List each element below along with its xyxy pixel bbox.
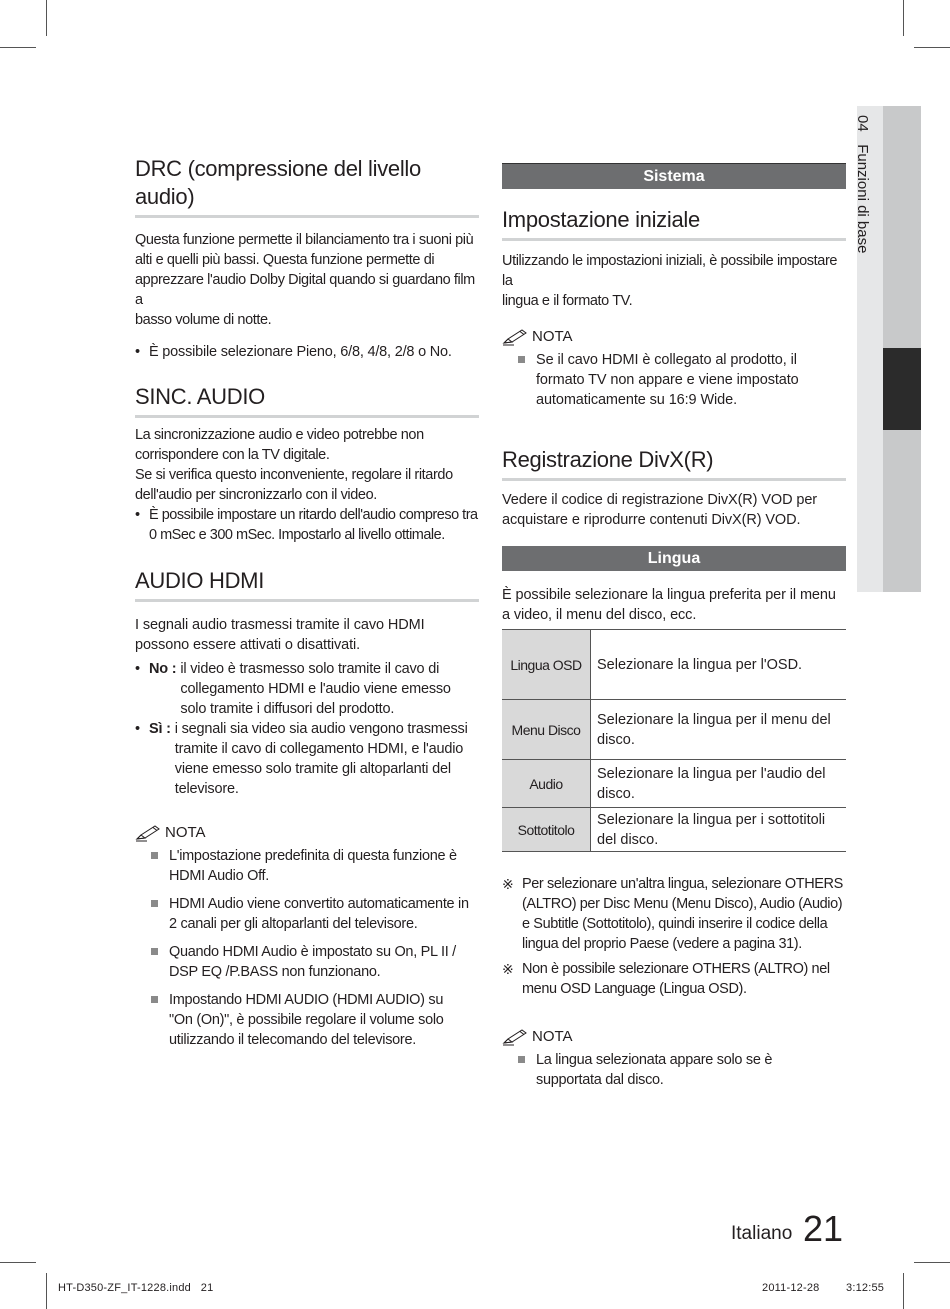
table-value: Selezionare la lingua per i sottotitoli del disco. <box>591 808 847 852</box>
impostazione-note-item: Se il cavo HDMI è collegato al prodotto, il formato TV non appare e viene impostato automaticamente su 16:9 Wide. <box>502 350 846 410</box>
drc-paragraph: Questa funzione permette il bilanciamento tra i suoni più alti e quelli più bassi. Questa funzione permette di apprezzare l'audio Dolby Digital quando si guardano film a basso volume di notte. <box>135 232 475 328</box>
lingua-nota-header <box>502 1027 846 1047</box>
crop-mark <box>903 0 904 36</box>
impostazione-nota-header <box>502 327 846 347</box>
language-table <box>502 629 846 852</box>
option-si-text: i segnali sia video sia audio vengono trasmessi tramite il cavo di collegamento HDMI, e l'audio viene emesso solo tramite gli altoparlanti del televisore. <box>174 721 468 797</box>
side-tab-label <box>854 115 871 253</box>
nota-label: NOTA <box>165 824 206 841</box>
option-si-key: • Sì : <box>149 721 171 737</box>
square-bullet-icon <box>151 948 158 955</box>
reference-mark-icon: ※ <box>502 876 514 892</box>
page-number: 21 <box>803 1208 844 1249</box>
side-tab-marker <box>883 348 921 430</box>
table-value: Selezionare la lingua per l'OSD. <box>591 630 847 700</box>
hdmi-option-si <box>135 719 479 799</box>
nota-label: NOTA <box>532 1028 573 1045</box>
print-time: 3:12:55 <box>846 1282 885 1294</box>
impostazione-heading: Impostazione iniziale <box>502 206 846 241</box>
chapter-number: 04 <box>854 115 871 132</box>
impostazione-paragraph: Utilizzando le impostazioni iniziali, è possibile impostare la lingua e il formato TV. <box>502 253 838 309</box>
hdmi-nota-header <box>135 823 479 843</box>
table-key: Audio <box>502 760 591 808</box>
pencil-note-icon <box>135 824 161 842</box>
table-value: Selezionare la lingua per il menu del disco. <box>591 700 847 760</box>
crop-mark <box>914 47 950 48</box>
crop-mark <box>46 0 47 36</box>
print-date: 2011-12-28 <box>762 1282 820 1294</box>
square-bullet-icon <box>518 1056 525 1063</box>
crop-mark <box>0 47 36 48</box>
right-column <box>502 163 846 1090</box>
drc-heading: DRC (compressione del livello audio) <box>135 155 479 218</box>
table-value: Selezionare la lingua per l'audio del disco. <box>591 760 847 808</box>
table-row <box>502 808 846 852</box>
square-bullet-icon <box>151 996 158 1003</box>
footer-language: Italiano <box>731 1223 793 1244</box>
sinc-bullet: • È possibile impostare un ritardo dell'audio compreso tra 0 mSec e 300 mSec. Impostarlo al livello ottimale. <box>135 505 479 545</box>
crop-mark <box>46 1273 47 1309</box>
pencil-note-icon <box>502 1028 528 1046</box>
crop-mark <box>0 1262 36 1263</box>
hdmi-note-item: HDMI Audio viene convertito automaticamente in 2 canali per gli altoparlanti del televisore. <box>135 894 479 934</box>
reference-note: ※ Non è possibile selezionare OTHERS (ALTRO) nel menu OSD Language (Lingua OSD). <box>502 961 830 997</box>
option-no-key: • No : <box>149 661 177 677</box>
print-file-name: HT-D350-ZF_IT-1228.indd 21 <box>58 1282 214 1294</box>
sistema-band: Sistema <box>502 163 846 189</box>
crop-mark <box>914 1262 950 1263</box>
table-key: Menu Disco <box>502 700 591 760</box>
hdmi-paragraph: I segnali audio trasmessi tramite il cavo HDMI possono essere attivati o disattivati. <box>135 617 425 653</box>
hdmi-note-item: L'impostazione predefinita di questa funzione è HDMI Audio Off. <box>135 846 479 886</box>
square-bullet-icon <box>518 356 525 363</box>
table-row <box>502 630 846 700</box>
hdmi-option-no <box>135 659 479 719</box>
hdmi-note-item: Impostando HDMI AUDIO (HDMI AUDIO) su "On (On)", è possibile regolare il volume solo utilizzando il telecomando del televisore. <box>135 990 479 1050</box>
left-column <box>135 155 479 1050</box>
sinc-paragraph: La sincronizzazione audio e video potrebbe non corrispondere con la TV digitale. Se si verifica questo inconveniente, regolare il ritardo dell'audio per sincronizzarlo con il video. <box>135 427 453 503</box>
lingua-note-item: La lingua selezionata appare solo se è supportata dal disco. <box>502 1050 846 1090</box>
divx-paragraph: Vedere il codice di registrazione DivX(R) VOD per acquistare e riprodurre contenuti DivX(R) VOD. <box>502 492 818 528</box>
drc-bullet: • È possibile selezionare Pieno, 6/8, 4/8, 2/8 o No. <box>135 342 479 362</box>
table-key: Sottotitolo <box>502 808 591 852</box>
pencil-note-icon <box>502 328 528 346</box>
hdmi-heading: AUDIO HDMI <box>135 567 479 602</box>
option-no-text: il video è trasmesso solo tramite il cavo di collegamento HDMI e l'audio viene emesso solo tramite i diffusori del prodotto. <box>180 661 451 717</box>
divx-heading: Registrazione DivX(R) <box>502 446 846 481</box>
lingua-band: Lingua <box>502 546 846 571</box>
hdmi-note-item: Quando HDMI Audio è impostato su On, PL II / DSP EQ /P.BASS non funzionano. <box>135 942 479 982</box>
sinc-heading: SINC. AUDIO <box>135 383 479 418</box>
crop-mark <box>903 1273 904 1309</box>
chapter-title: Funzioni di base <box>854 144 871 254</box>
lingua-paragraph: È possibile selezionare la lingua preferita per il menu a video, il menu del disco, ecc. <box>502 587 836 623</box>
reference-mark-icon: ※ <box>502 961 514 977</box>
square-bullet-icon <box>151 852 158 859</box>
reference-note: ※ Per selezionare un'altra lingua, selezionare OTHERS (ALTRO) per Disc Menu (Menu Disco), Audio (Audio) e Subtitle (Sottotitolo), quindi inserire il codice della lingua del proprio Paese (vedere a pagina 31). <box>502 876 843 952</box>
table-key: Lingua OSD <box>502 630 591 700</box>
table-row <box>502 760 846 808</box>
nota-label: NOTA <box>532 328 573 345</box>
table-row <box>502 700 846 760</box>
square-bullet-icon <box>151 900 158 907</box>
